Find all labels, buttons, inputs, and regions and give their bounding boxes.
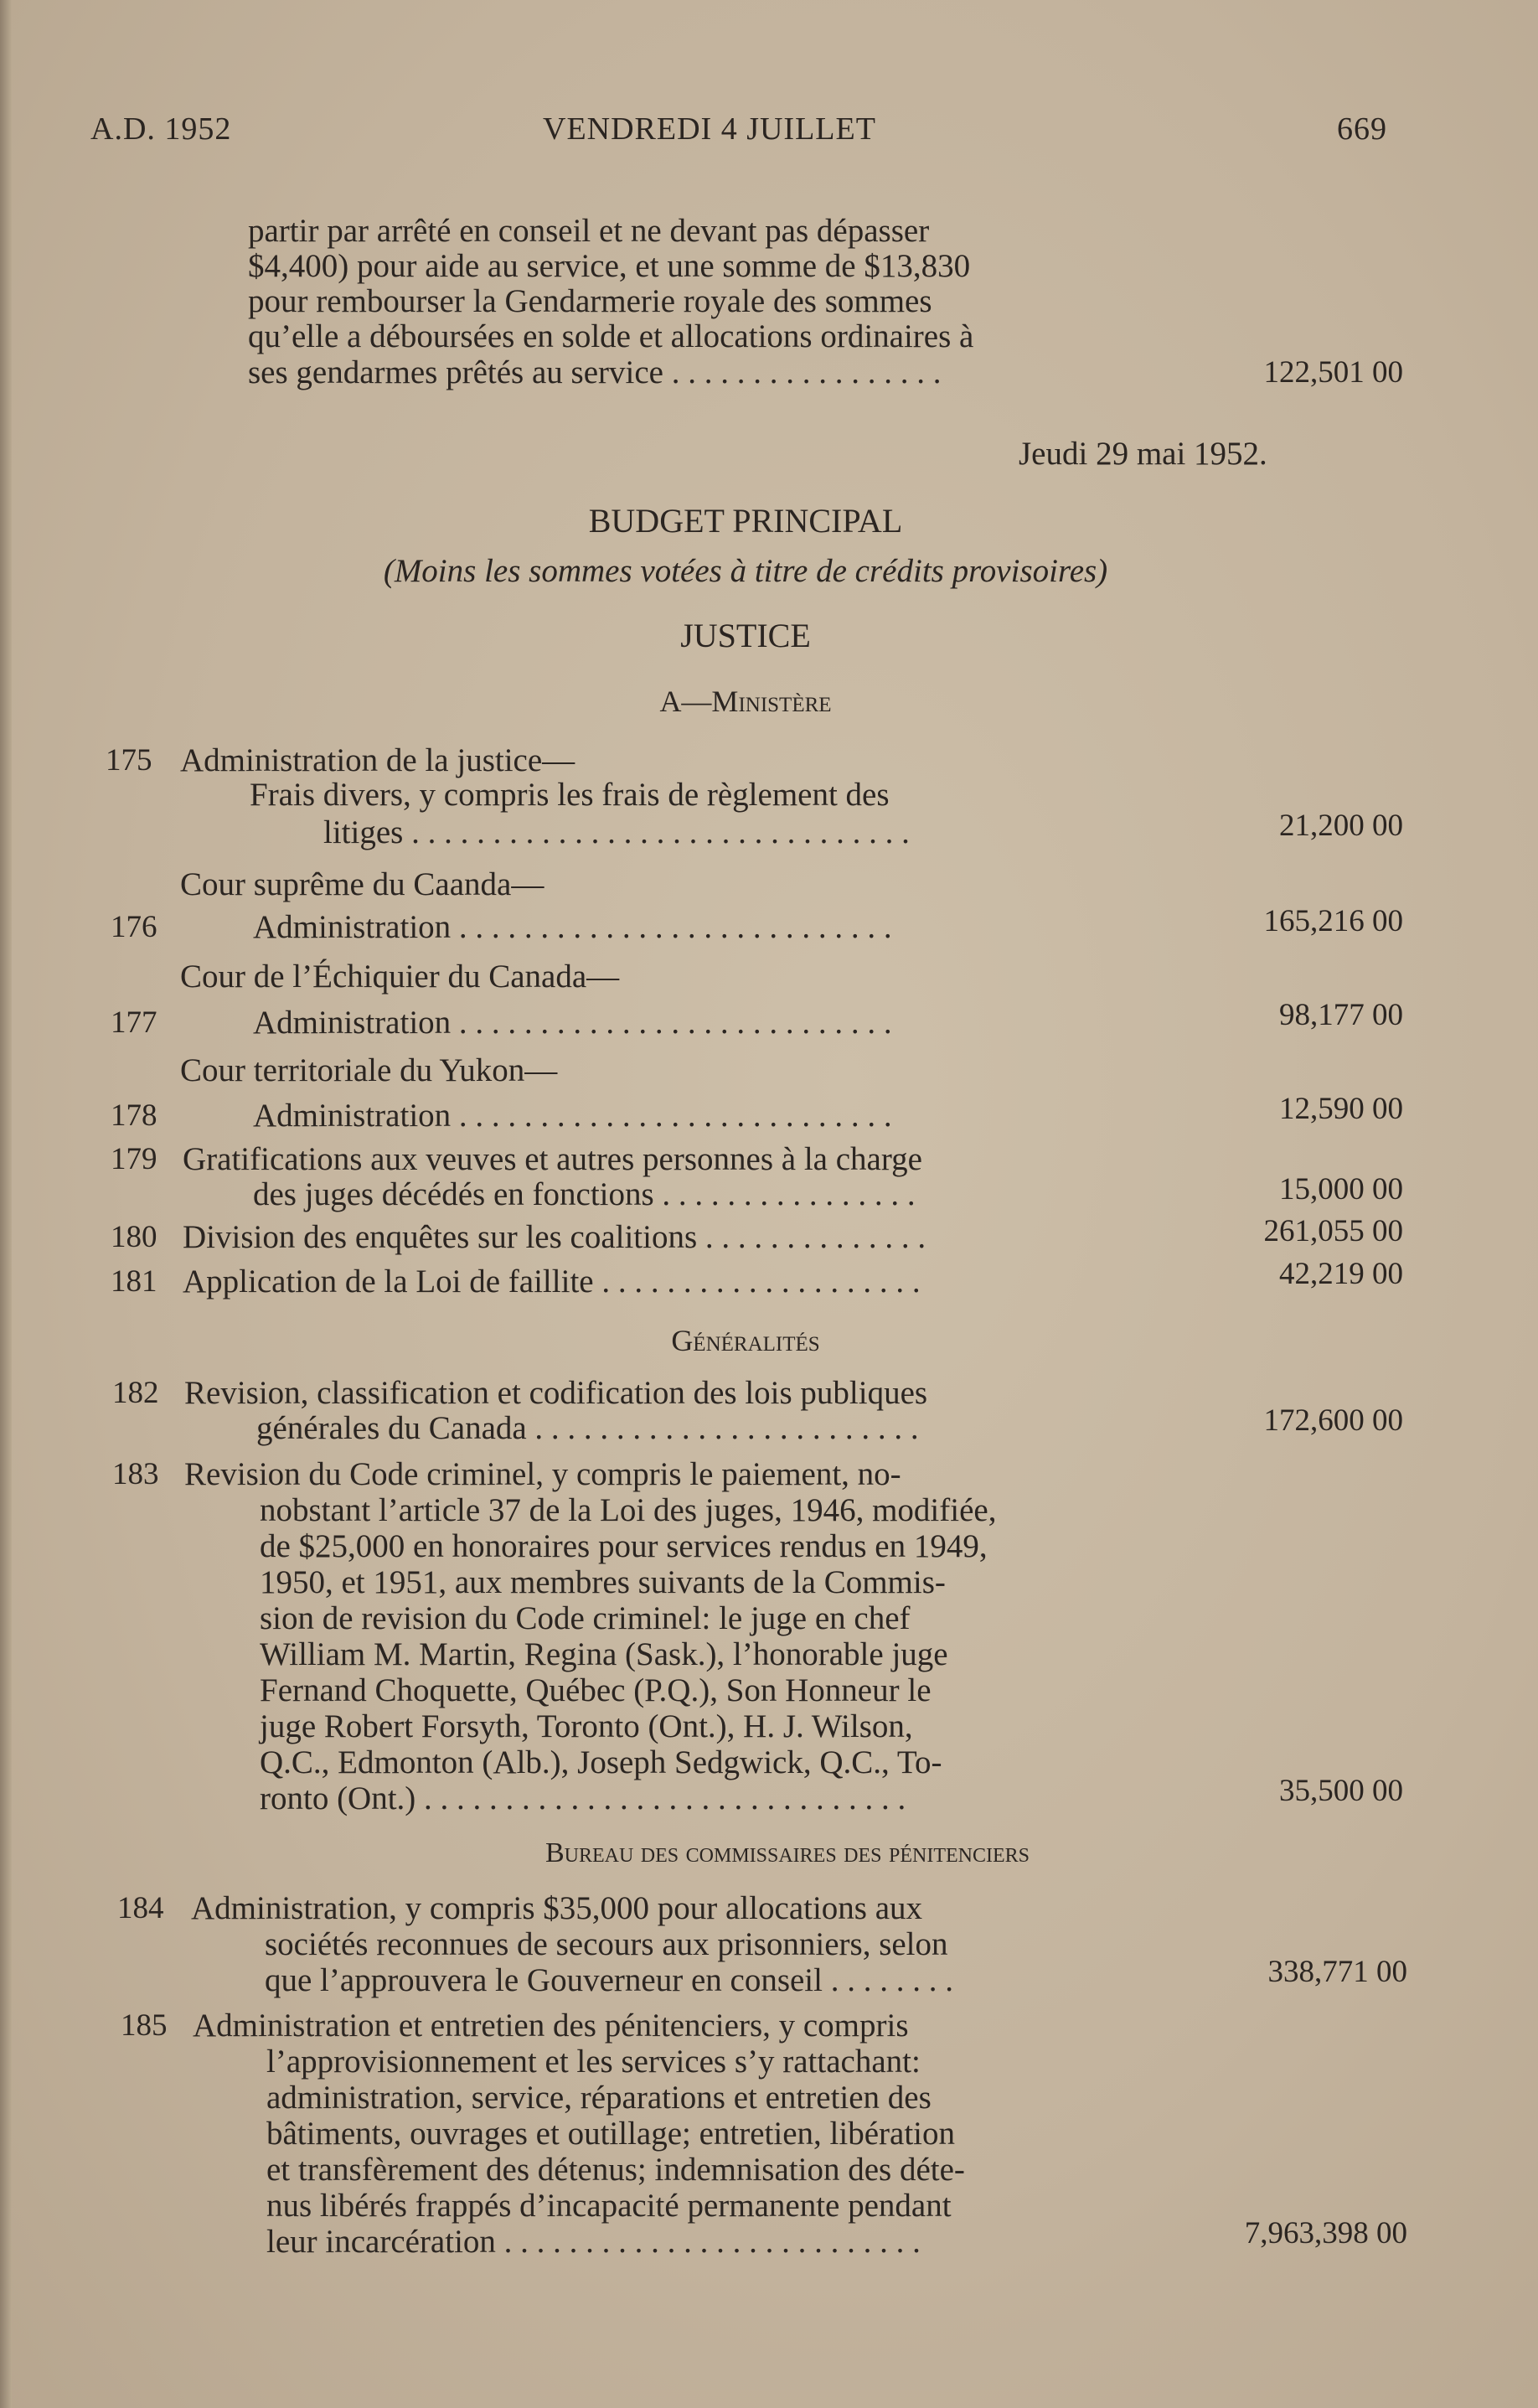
item-text: juge Robert Forsyth, Toronto (Ont.), H. J. Wilson, bbox=[260, 1708, 913, 1744]
carry-line: pour rembourser la Gendarmerie royale des sommes bbox=[248, 283, 932, 319]
item-text: et transfèrement des détenus; indemnisation des déte- bbox=[266, 2152, 965, 2188]
item-text: Administration . . . . . . . . . . . . . . . . . . . . . . . . . . . bbox=[253, 1005, 892, 1041]
subheading: Cour territoriale du Yukon— bbox=[180, 1052, 558, 1088]
item-text: Fernand Choquette, Québec (P.Q.), Son Honneur le bbox=[260, 1672, 932, 1708]
vote-number: 185 bbox=[121, 2008, 168, 2043]
item-amount: 15,000 00 bbox=[1279, 1172, 1403, 1207]
page-number: 669 bbox=[1337, 111, 1387, 147]
item-text: Administration de la justice— bbox=[180, 742, 575, 778]
item-text: Application de la Loi de faillite . . . . . . . . . . . . . . . . . . . . bbox=[183, 1263, 921, 1300]
vote-number: 175 bbox=[106, 743, 152, 778]
vote-number: 182 bbox=[112, 1376, 159, 1410]
item-text: nus libérés frappés d’incapacité permanente pendant bbox=[266, 2188, 952, 2224]
item-text: litiges . . . . . . . . . . . . . . . . . . . . . . . . . . . . . . . bbox=[323, 814, 910, 850]
item-text: sion de revision du Code criminel: le juge en chef bbox=[260, 1600, 911, 1636]
item-amount: 338,771 00 bbox=[1267, 1955, 1407, 1989]
vote-number: 178 bbox=[111, 1098, 157, 1133]
item-amount: 21,200 00 bbox=[1279, 809, 1403, 843]
header-year: A.D. 1952 bbox=[90, 111, 232, 147]
item-text: Frais divers, y compris les frais de règlement des bbox=[250, 777, 890, 813]
item-amount: 98,177 00 bbox=[1279, 998, 1403, 1032]
carry-line: partir par arrêté en conseil et ne devant pas dépasser bbox=[248, 213, 930, 249]
item-amount: 35,500 00 bbox=[1279, 1774, 1403, 1808]
item-amount: 172,600 00 bbox=[1263, 1403, 1403, 1438]
sitting-date: Jeudi 29 mai 1952. bbox=[1019, 436, 1267, 472]
item-text: l’approvisionnement et les services s’y rattachant: bbox=[266, 2044, 921, 2080]
header-date: VENDREDI 4 JUILLET bbox=[543, 111, 876, 147]
vote-number: 184 bbox=[117, 1891, 164, 1925]
department-title: JUSTICE bbox=[680, 617, 811, 654]
item-text: William M. Martin, Regina (Sask.), l’honorable juge bbox=[260, 1636, 948, 1672]
vote-number: 180 bbox=[111, 1220, 157, 1254]
item-amount: 261,055 00 bbox=[1263, 1214, 1403, 1248]
item-text: leur incarcération . . . . . . . . . . . . . . . . . . . . . . . . . . bbox=[266, 2224, 921, 2260]
item-text: Division des enquêtes sur les coalitions . . . . . . . . . . . . . . bbox=[183, 1219, 926, 1255]
budget-subtitle: (Moins les sommes votées à titre de crédits provisoires) bbox=[383, 553, 1108, 589]
carry-line: $4,400) pour aide au service, et une somme de $13,830 bbox=[248, 248, 971, 284]
item-text: Q.C., Edmonton (Alb.), Joseph Sedgwick, Q.C., To- bbox=[260, 1744, 942, 1780]
item-amount: 7,963,398 00 bbox=[1244, 2216, 1407, 2250]
item-text: de $25,000 en honoraires pour services rendus en 1949, bbox=[260, 1528, 988, 1564]
item-text: ronto (Ont.) . . . . . . . . . . . . . . . . . . . . . . . . . . . . . . bbox=[260, 1780, 906, 1816]
vote-number: 181 bbox=[111, 1264, 157, 1299]
item-text: sociétés reconnues de secours aux prisonniers, selon bbox=[265, 1926, 948, 1962]
budget-title: BUDGET PRINCIPAL bbox=[588, 502, 903, 540]
vote-number: 179 bbox=[111, 1142, 157, 1176]
section-ministere: A—Ministère bbox=[659, 685, 832, 718]
item-text: des juges décédés en fonctions . . . . . . . . . . . . . . . . bbox=[253, 1176, 916, 1212]
item-amount: 42,219 00 bbox=[1279, 1257, 1403, 1291]
carry-line: qu’elle a déboursées en solde et allocations ordinaires à bbox=[248, 318, 974, 354]
vote-number: 183 bbox=[112, 1457, 159, 1491]
subheading: Cour de l’Échiquier du Canada— bbox=[180, 959, 620, 995]
item-text: 1950, et 1951, aux membres suivants de la Commis- bbox=[260, 1564, 946, 1600]
item-text: bâtiments, ouvrages et outillage; entretien, libération bbox=[266, 2116, 955, 2152]
carry-amount: 122,501 00 bbox=[1263, 355, 1403, 390]
item-text: Revision du Code criminel, y compris le paiement, no- bbox=[184, 1456, 901, 1492]
section-penitenciers: Bureau des commissaires des pénitenciers bbox=[544, 1837, 1030, 1868]
item-text: administration, service, réparations et entretien des bbox=[266, 2080, 932, 2116]
page-edge bbox=[0, 0, 12, 2408]
item-amount: 165,216 00 bbox=[1263, 904, 1403, 938]
item-text: Revision, classification et codification des lois publiques bbox=[184, 1375, 928, 1411]
item-text: nobstant l’article 37 de la Loi des juges, 1946, modifiée, bbox=[260, 1492, 997, 1528]
item-text: générales du Canada . . . . . . . . . . . . . . . . . . . . . . . . bbox=[256, 1410, 919, 1446]
item-text: Administration . . . . . . . . . . . . . . . . . . . . . . . . . . . bbox=[253, 1098, 892, 1134]
vote-number: 176 bbox=[111, 910, 157, 944]
item-text: Administration, y compris $35,000 pour allocations aux bbox=[191, 1890, 923, 1926]
section-generalites: Généralités bbox=[671, 1324, 820, 1357]
vote-number: 177 bbox=[111, 1005, 157, 1040]
item-text: que l’approuvera le Gouverneur en conseil . . . . . . . . bbox=[265, 1962, 953, 1998]
item-amount: 12,590 00 bbox=[1279, 1092, 1403, 1126]
carry-line: ses gendarmes prêtés au service . . . . . . . . . . . . . . . . . bbox=[248, 354, 942, 390]
subheading: Cour suprême du Caanda— bbox=[180, 866, 544, 902]
item-text: Administration . . . . . . . . . . . . . . . . . . . . . . . . . . . bbox=[253, 909, 892, 945]
item-text: Administration et entretien des pénitenciers, y compris bbox=[193, 2008, 909, 2044]
item-text: Gratifications aux veuves et autres personnes à la charge bbox=[183, 1141, 922, 1177]
